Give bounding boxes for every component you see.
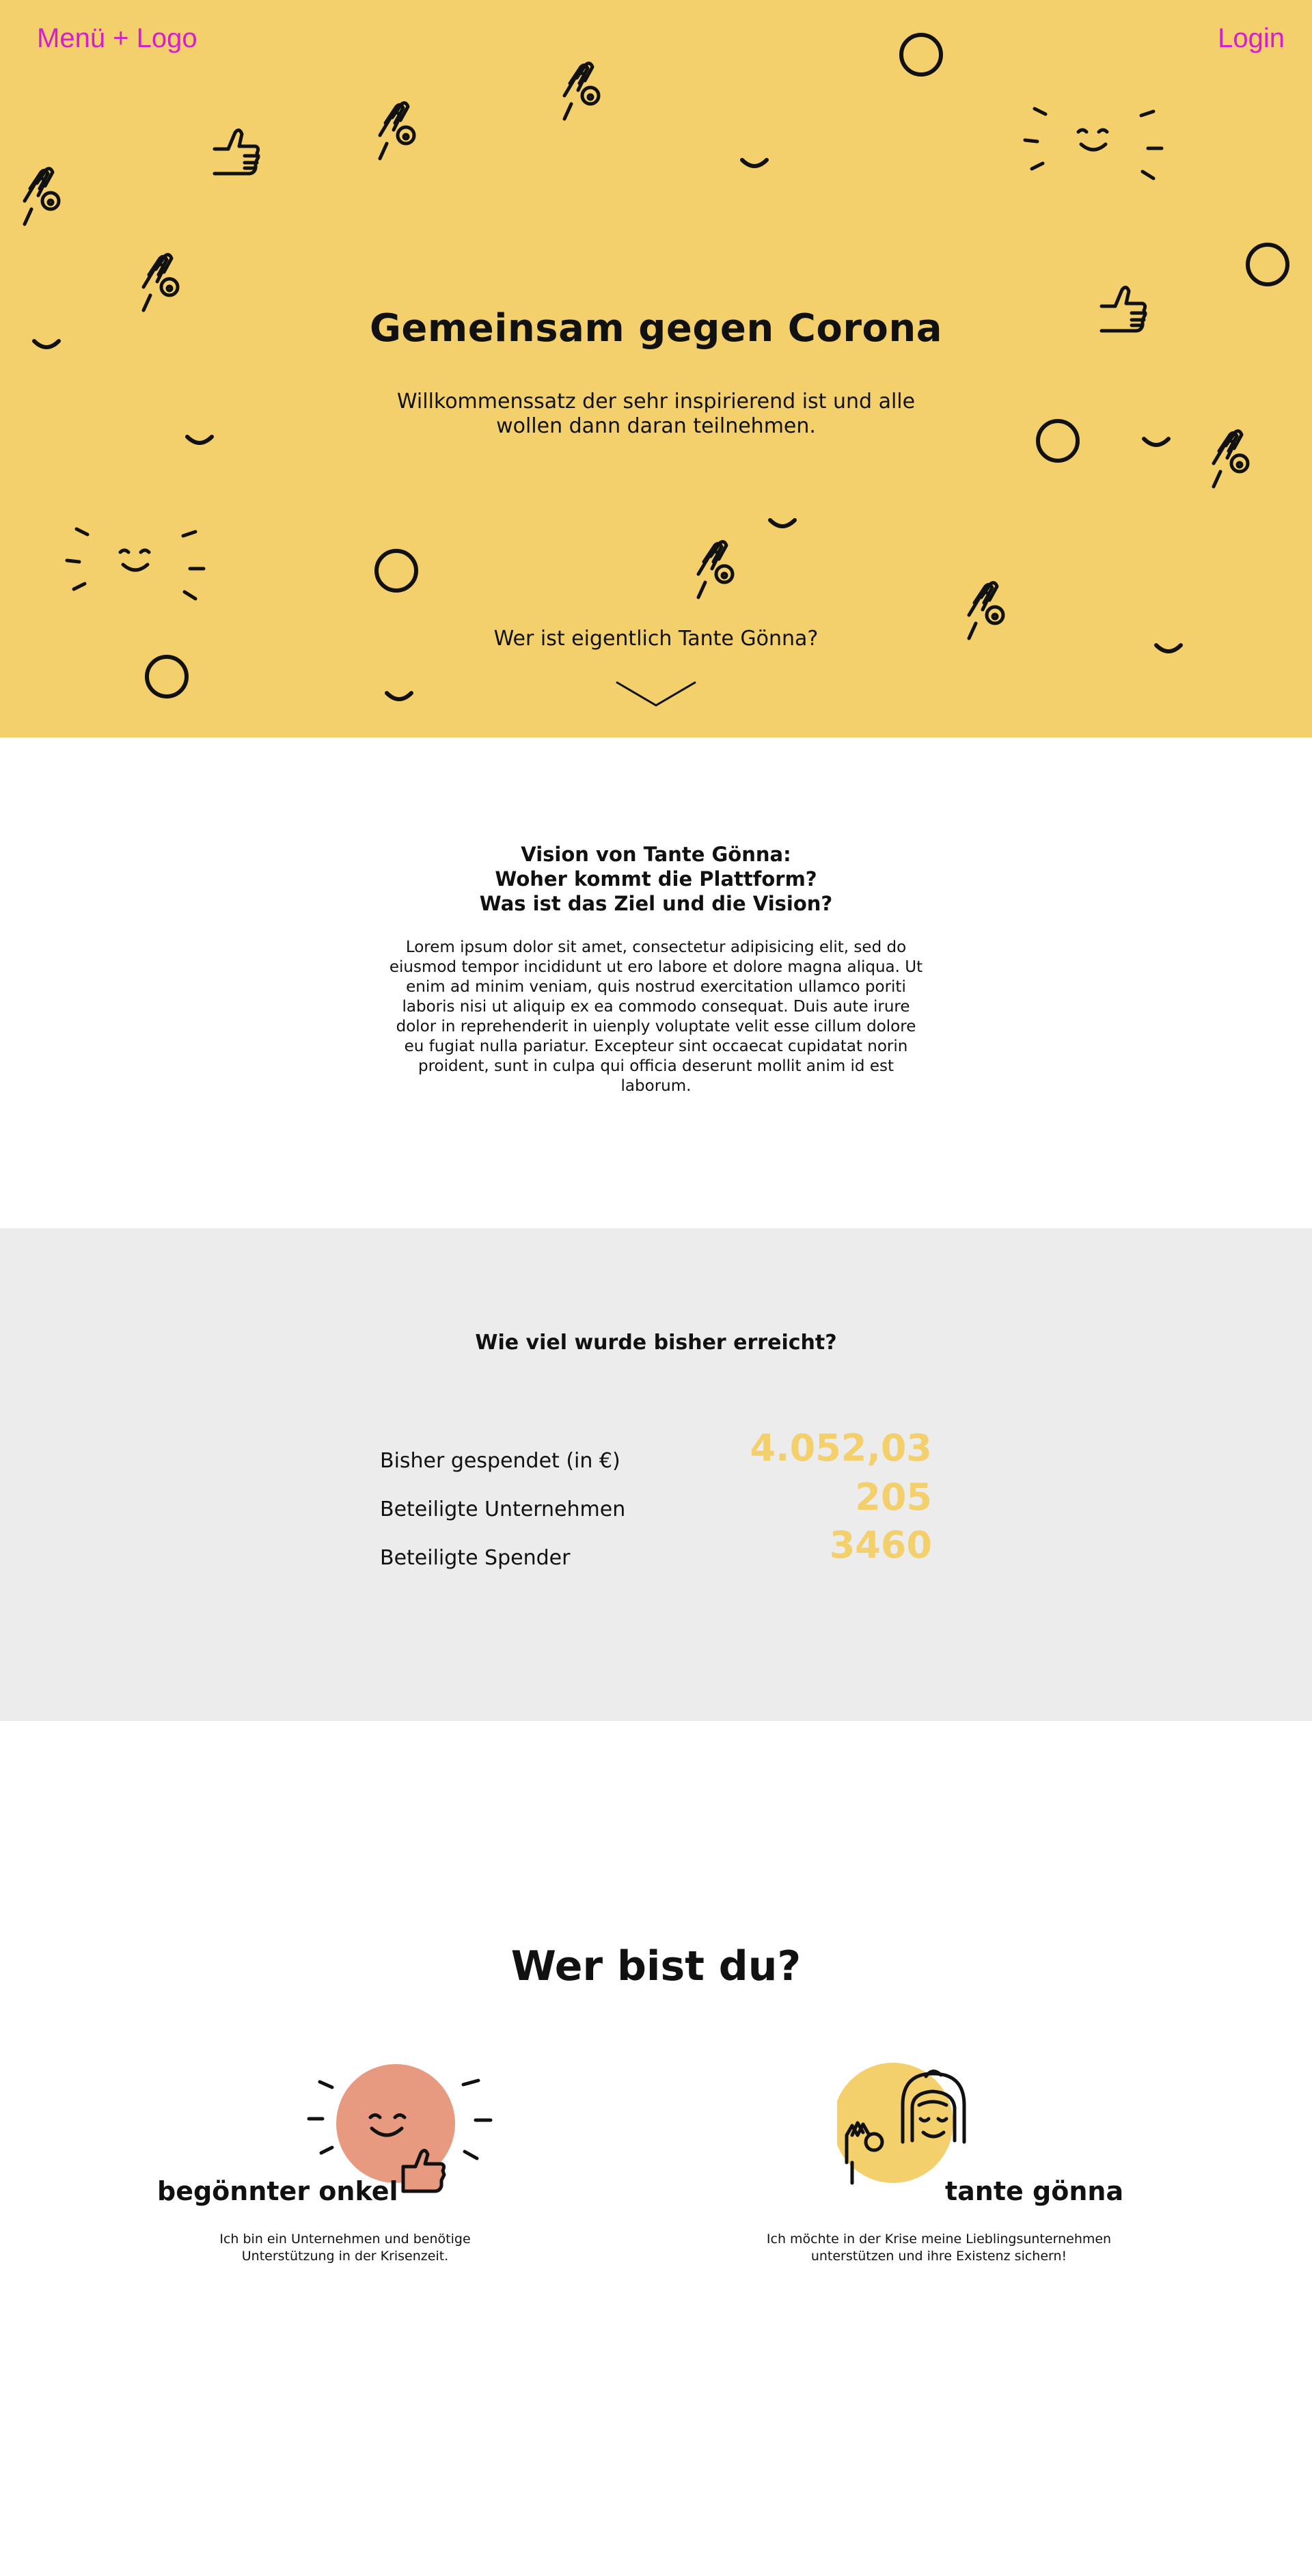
- vision-title-line: Woher kommt die Plattform?: [495, 867, 817, 891]
- vision-title-line: Vision von Tante Gönna:: [521, 843, 791, 866]
- chevron-down-icon[interactable]: [615, 681, 697, 708]
- stats-title: Wie viel wurde bisher erreicht?: [475, 1331, 837, 1355]
- stat-value-companies: 205: [855, 1476, 932, 1519]
- persona-desc-onkel: Ich bin ein Unternehmen und benötige Unterstützung in der Krisenzeit.: [219, 2232, 471, 2264]
- stats-section: [0, 1228, 1312, 1721]
- hero-subtitle: Willkommenssatz der sehr inspirierend ist und alle wollen dann daran teilnehmen.: [396, 390, 916, 438]
- login-link[interactable]: Login: [1218, 23, 1285, 53]
- stat-label-donated: Bisher gespendet (in €): [380, 1449, 620, 1473]
- stat-value-donated: 4.052,03: [750, 1426, 932, 1469]
- thumbs-up-icon: [215, 130, 1145, 331]
- persona-name-onkel: begönnter onkel: [157, 2176, 398, 2206]
- who-title: Wer bist du?: [510, 1942, 802, 1990]
- tante-goenna-link[interactable]: Wer ist eigentlich Tante Gönna?: [493, 627, 819, 651]
- hand-ok-icon: [25, 64, 1248, 638]
- menu-logo-link[interactable]: Menü + Logo: [37, 23, 197, 53]
- vision-body-text: Lorem ipsum dolor sit amet, consectetur adipisicing elit, sed do eiusmod tempor incididunt ut ero labore et dolore magna aliqua. Ut enim ad minim veniam, quis nostrud exercitation ullamco poriti laboris nisi ut aliquip ex ea commodo consequat. Duis aute irure dolor in reprehenderit in uienply voluptate velit esse cillum dolore eu fugiat nulla pariatur. Excepteur sint occaecat cupidatat norin proident, sunt in culpa qui officia deserunt mollit anim id est laborum.: [389, 938, 923, 1095]
- stat-label-donors: Beteiligte Spender: [380, 1546, 571, 1570]
- persona-desc-tante: Ich möchte in der Krise meine Lieblingsunternehmen unterstützen und ihre Existenz sichern!: [766, 2232, 1112, 2264]
- persona-name-tante: tante gönna: [945, 2176, 1124, 2206]
- vision-title: [383, 842, 929, 916]
- stat-value-donors: 3460: [829, 1523, 932, 1567]
- hero-section: [0, 0, 1312, 737]
- circle-icon: [147, 35, 1287, 696]
- stat-label-companies: Beteiligte Unternehmen: [380, 1497, 626, 1521]
- happy-face-icon: [67, 109, 1162, 599]
- hero-title: Gemeinsam gegen Corona: [369, 306, 943, 351]
- vision-title-line: Was ist das Ziel und die Vision?: [479, 892, 833, 915]
